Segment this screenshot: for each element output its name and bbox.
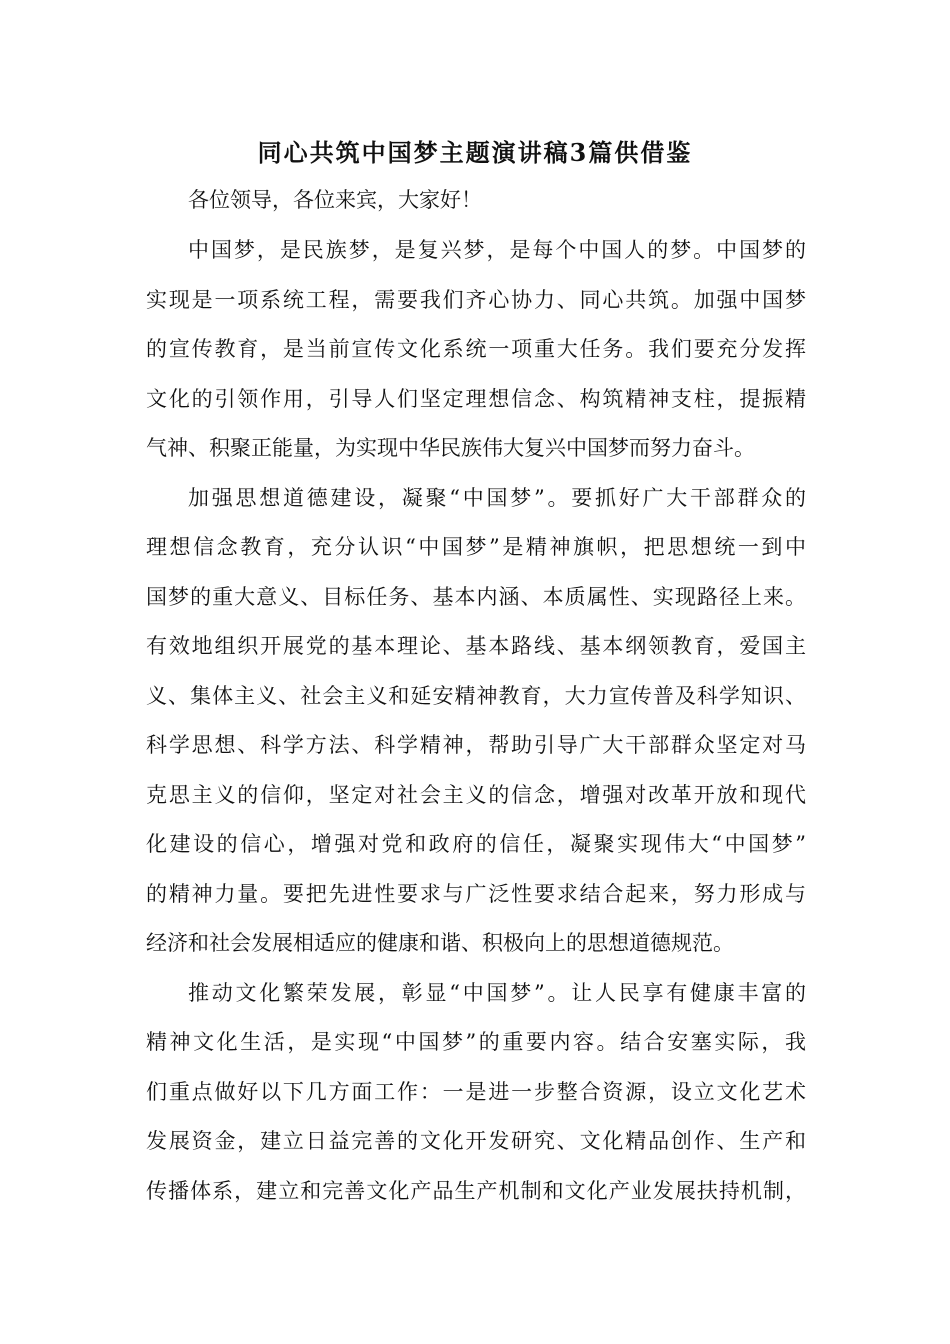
paragraph-2-line-4: 有效地组织开展党的基本理论、基本路线、基本纲领教育，爱国主 (146, 634, 806, 658)
paragraph-2-line-9: 的精神力量。要把先进性要求与广泛性要求结合起来，努力形成与 (146, 882, 806, 906)
paragraph-2-line-8: 化建设的信心，增强对党和政府的信任，凝聚实现伟大“中国梦” (146, 832, 806, 856)
paragraph-3-line-4: 发展资金，建立日益完善的文化开发研究、文化精品创作、生产和 (146, 1129, 806, 1153)
paragraph-1-line-3: 的宣传教育，是当前宣传文化系统一项重大任务。我们要充分发挥 (146, 337, 806, 361)
paragraph-2-line-1: 加强思想道德建设，凝聚“中国梦”。要抓好广大干部群众的 (188, 486, 806, 510)
paragraph-1-line-1: 中国梦，是民族梦，是复兴梦，是每个中国人的梦。中国梦的 (188, 238, 806, 262)
greeting-line: 各位领导，各位来宾，大家好！ (188, 188, 482, 212)
paragraph-2-line-10: 经济和社会发展相适应的健康和谐、积极向上的思想道德规范。 (146, 931, 734, 955)
document-title: 同心共筑中国梦主题演讲稿3篇供借鉴 (257, 138, 693, 167)
paragraph-2-line-2: 理想信念教育，充分认识“中国梦”是精神旗帜，把思想统一到中 (146, 535, 806, 559)
paragraph-3-line-3: 们重点做好以下几方面工作：一是进一步整合资源，设立文化艺术 (146, 1080, 806, 1104)
paragraph-1-line-2: 实现是一项系统工程，需要我们齐心协力、同心共筑。加强中国梦 (146, 288, 806, 312)
paragraph-3-line-2: 精神文化生活，是实现“中国梦”的重要内容。结合安塞实际，我 (146, 1030, 806, 1054)
paragraph-2-line-3: 国梦的重大意义、目标任务、基本内涵、本质属性、实现路径上来。 (146, 585, 806, 609)
paragraph-3-line-1: 推动文化繁荣发展，彰显“中国梦”。让人民享有健康丰富的 (188, 981, 806, 1005)
paragraph-2-line-6: 科学思想、科学方法、科学精神，帮助引导广大干部群众坚定对马 (146, 733, 806, 757)
paragraph-2-line-7: 克思主义的信仰，坚定对社会主义的信念，增强对改革开放和现代 (146, 783, 806, 807)
paragraph-1-line-5: 气神、积聚正能量，为实现中华民族伟大复兴中国梦而努力奋斗。 (146, 436, 755, 460)
paragraph-2-line-5: 义、集体主义、社会主义和延安精神教育，大力宣传普及科学知识、 (146, 684, 806, 708)
paragraph-3-line-5: 传播体系，建立和完善文化产品生产机制和文化产业发展扶持机制， (146, 1179, 806, 1203)
paragraph-1-line-4: 文化的引领作用，引导人们坚定理想信念、构筑精神支柱，提振精 (146, 387, 806, 411)
